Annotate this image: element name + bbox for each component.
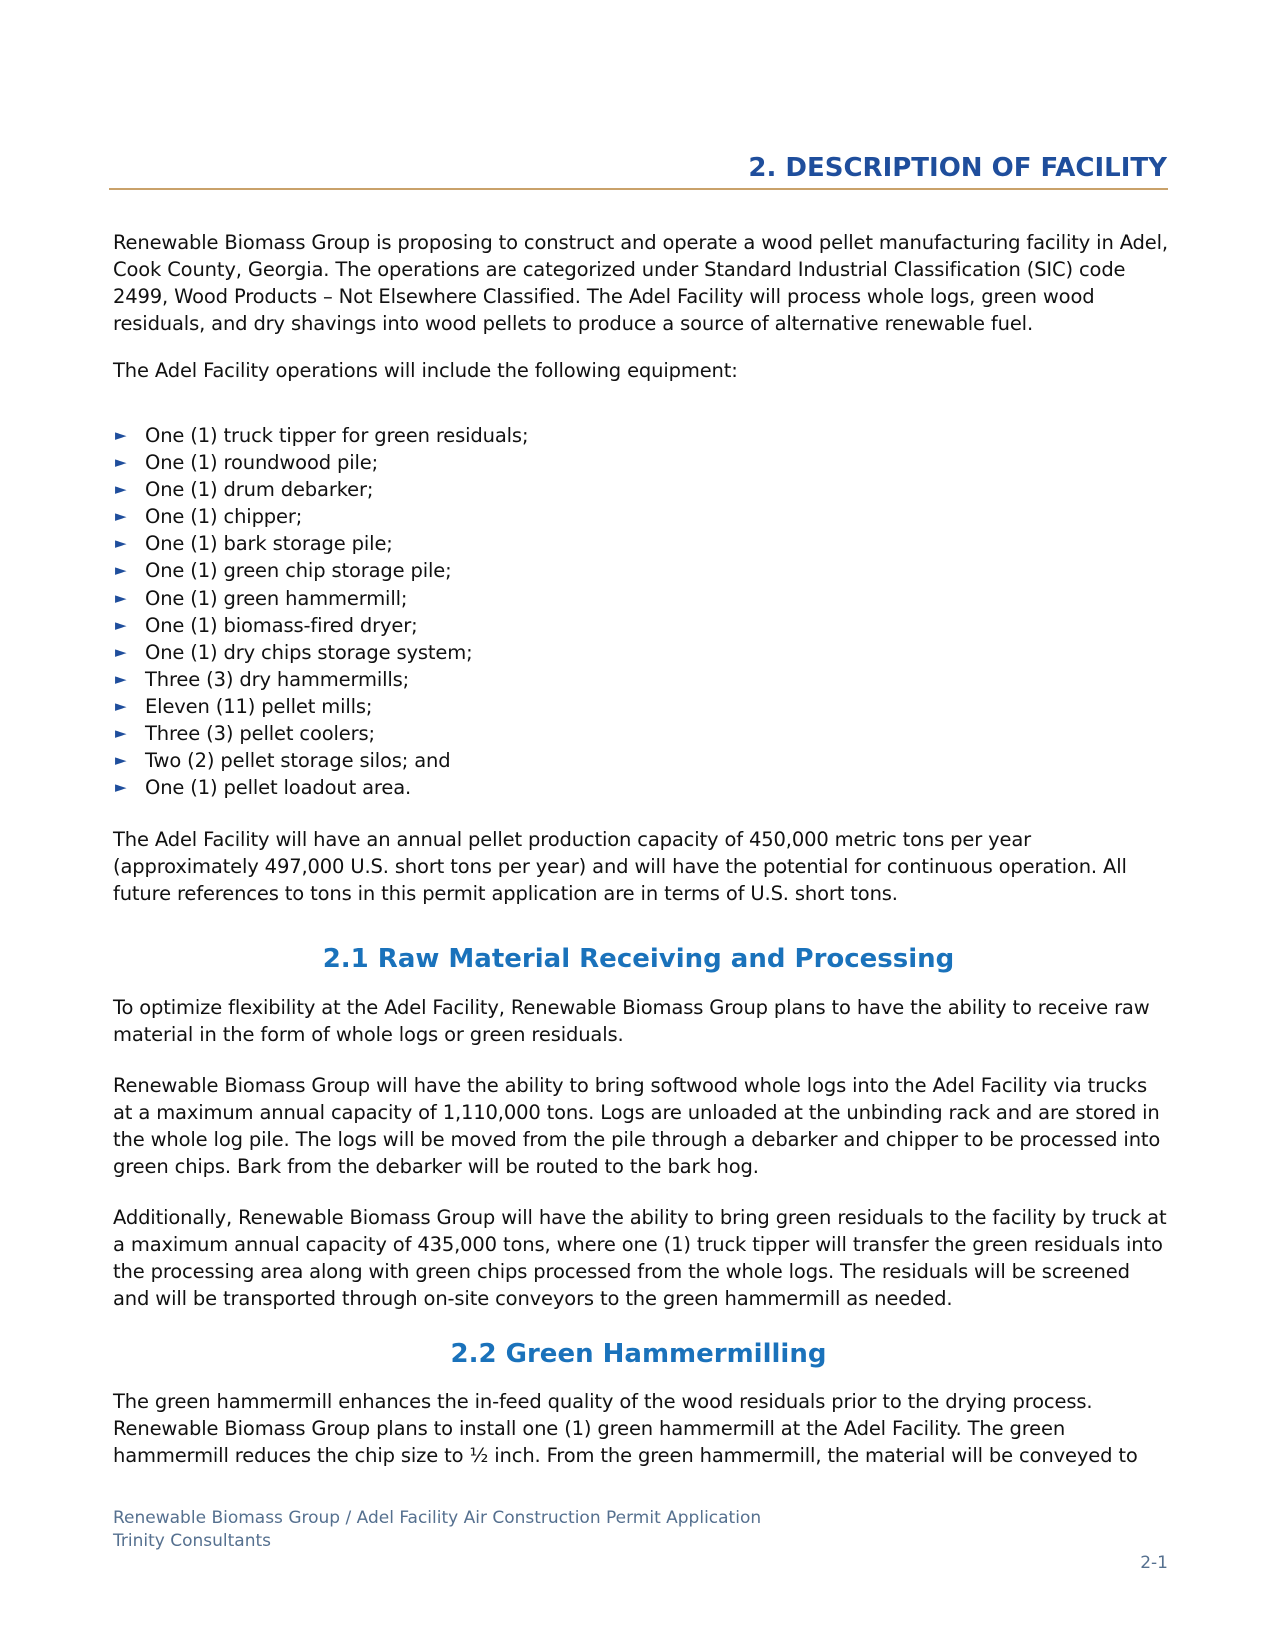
equipment-list-item: ► One (1) roundwood pile; xyxy=(113,449,1168,476)
equipment-list xyxy=(113,422,1168,801)
arrow-bullet-icon: ► xyxy=(115,751,127,770)
section-2-1-paragraph: To optimize flexibility at the Adel Facility, Renewable Biomass Group plans to have the ability to receive raw material in the form of whole logs or green residuals. xyxy=(113,996,1150,1046)
equipment-list-item: ► One (1) pellet loadout area. xyxy=(113,774,1168,801)
capacity-paragraph: The Adel Facility will have an annual pellet production capacity of 450,000 metric tons per year (approximately 497,000 U.S. short tons per year) and will have the potential for continuous operation. All future references to tons in this permit application are in terms of U.S. short tons. xyxy=(113,828,1127,905)
section-2-1-paragraph: Additionally, Renewable Biomass Group will have the ability to bring green residuals to the facility by truck at a maximum annual capacity of 435,000 tons, where one (1) truck tipper will transfer the green residuals into the processing area along with green chips processed from the whole logs. The residuals will be screened and will be transported through on-site conveyors to the green hammermill as needed. xyxy=(113,1206,1167,1310)
equipment-list-item: ► One (1) chipper; xyxy=(113,503,1168,530)
equipment-list-item: ► One (1) dry chips storage system; xyxy=(113,639,1168,666)
equipment-list-item: ► One (1) truck tipper for green residuals; xyxy=(113,422,1168,449)
equipment-list-item: ► Three (3) dry hammermills; xyxy=(113,666,1168,693)
chapter-title-rule xyxy=(109,188,1168,190)
arrow-bullet-icon: ► xyxy=(115,724,127,743)
arrow-bullet-icon: ► xyxy=(115,696,127,715)
arrow-bullet-icon: ► xyxy=(115,778,127,797)
equipment-list-item: ► Three (3) pellet coolers; xyxy=(113,720,1168,747)
equipment-list-item: ► Two (2) pellet storage silos; and xyxy=(113,747,1168,774)
arrow-bullet-icon: ► xyxy=(115,588,127,607)
section-2-2-paragraph: The green hammermill enhances the in-feed quality of the wood residuals prior to the drying process. Renewable Biomass Group plans to install one (1) green hammermill at the Adel Facility. The green hammermill reduces the chip size to ½ inch. From the green hammermill, the material will be conveyed to xyxy=(113,1390,1138,1467)
section-2-2-heading: 2.2 Green Hammermilling xyxy=(450,1339,827,1369)
equipment-list-item: ► One (1) green chip storage pile; xyxy=(113,557,1168,584)
arrow-bullet-icon: ► xyxy=(115,561,127,580)
chapter-title: 2. DESCRIPTION OF FACILITY xyxy=(748,153,1167,183)
arrow-bullet-icon: ► xyxy=(115,453,127,472)
footer-company: Trinity Consultants xyxy=(113,1531,272,1551)
arrow-bullet-icon: ► xyxy=(115,615,127,634)
arrow-bullet-icon: ► xyxy=(115,534,127,553)
footer-page-number: 2-1 xyxy=(1140,1553,1168,1573)
arrow-bullet-icon: ► xyxy=(115,507,127,526)
footer-document-title: Renewable Biomass Group / Adel Facility Air Construction Permit Application xyxy=(113,1508,762,1528)
equipment-list-item: ► One (1) green hammermill; xyxy=(113,585,1168,612)
equipment-intro: The Adel Facility operations will include the following equipment: xyxy=(113,359,738,382)
equipment-list-item: ► Eleven (11) pellet mills; xyxy=(113,693,1168,720)
section-2-1-paragraph: Renewable Biomass Group will have the ability to bring softwood whole logs into the Adel Facility via trucks at a maximum annual capacity of 1,110,000 tons. Logs are unloaded at the unbinding rack and are stored in the whole log pile. The logs will be moved from the pile through a debarker and chipper to be processed into green chips. Bark from the debarker will be routed to the bark hog. xyxy=(113,1074,1161,1178)
arrow-bullet-icon: ► xyxy=(115,426,127,444)
equipment-list-item: ► One (1) biomass-fired dryer; xyxy=(113,612,1168,639)
equipment-list-item: ► One (1) drum debarker; xyxy=(113,476,1168,503)
arrow-bullet-icon: ► xyxy=(115,669,127,688)
arrow-bullet-icon: ► xyxy=(115,642,127,661)
arrow-bullet-icon: ► xyxy=(115,480,127,499)
section-2-1-heading: 2.1 Raw Material Receiving and Processing xyxy=(322,944,955,974)
intro-paragraph: Renewable Biomass Group is proposing to construct and operate a wood pellet manufacturing facility in Adel, Cook County, Georgia. The operations are categorized under Standard Industrial Classification (SIC) code 2499, Wood Products – Not Elsewhere Classified. The Adel Facility will process whole logs, green wood residuals, and dry shavings into wood pellets to produce a source of alternative renewable fuel. xyxy=(113,231,1168,335)
equipment-list-item: ► One (1) bark storage pile; xyxy=(113,530,1168,557)
